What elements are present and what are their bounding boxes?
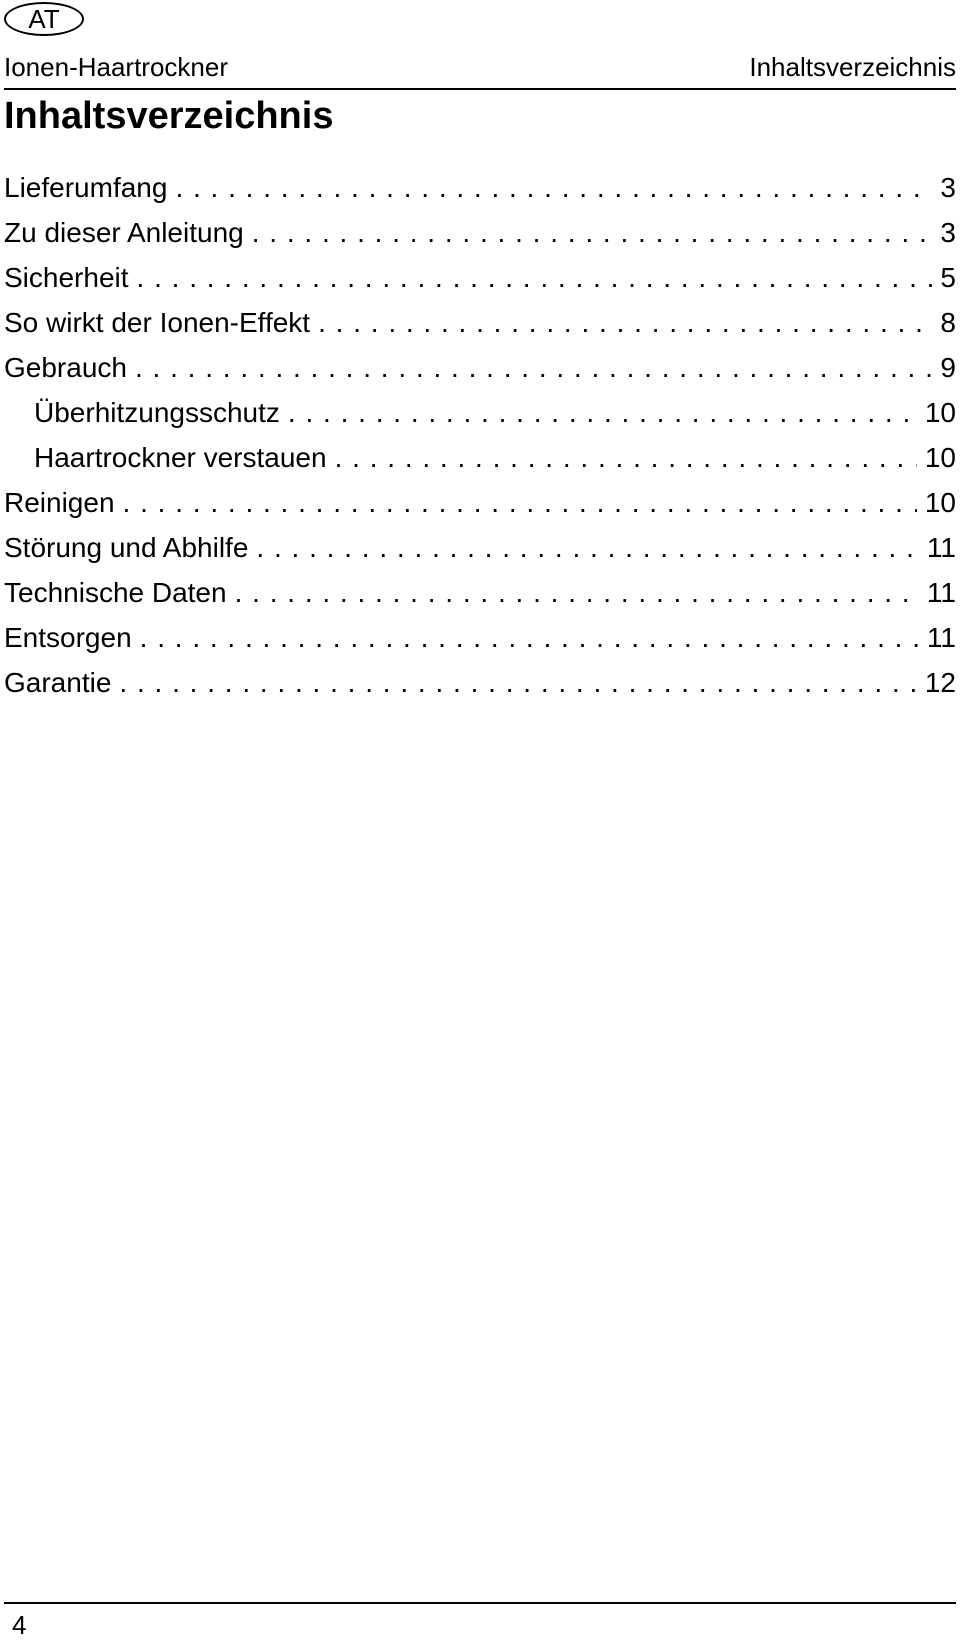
header-section-name: Inhaltsverzeichnis [749,52,956,82]
toc-entry-page: 10 [924,487,956,518]
toc-entry-label: Überhitzungsschutz [34,397,280,428]
toc-entry-label: Zu dieser Anleitung [4,217,244,248]
toc-entry-label: Technische Daten [4,577,227,608]
toc-entry-label: Entsorgen [4,622,132,653]
toc-entry-page: 8 [940,307,956,338]
toc-entry-entsorgen[interactable] [4,620,956,665]
toc-leader-dots [235,575,919,611]
toc-entry-label: Sicherheit [4,262,129,293]
toc-entry-page: 12 [924,667,956,698]
toc-entry-label: Lieferumfang [4,172,168,203]
toc-entry-reinigen[interactable] [4,485,956,530]
page-footer [4,1602,956,1638]
toc-entry-label: Gebrauch [4,352,127,383]
toc-entry-page: 11 [926,622,956,653]
toc-leader-dots [252,215,933,251]
toc-leader-dots [137,260,933,296]
toc-entry-page: 10 [924,442,956,473]
toc-entry-page: 3 [940,217,956,248]
country-badge: AT [4,2,84,36]
toc-leader-dots [288,395,917,431]
toc-entry-ionen-effekt[interactable] [4,305,956,350]
toc-leader-dots [256,530,919,566]
toc-entry-label: Haartrockner verstauen [34,442,327,473]
toc-entry-label: Garantie [4,667,112,698]
toc-entry-page: 9 [940,352,956,383]
toc-entry-label: Störung und Abhilfe [4,532,249,563]
toc-entry-sicherheit[interactable] [4,260,956,305]
toc-leader-dots [318,305,932,341]
toc-entry-stoerung-und-abhilfe[interactable] [4,530,956,575]
header-product-name: Ionen-Haartrockner [4,52,228,82]
toc-entry-label: So wirkt der Ionen-Effekt [4,307,311,338]
toc-entry-label: Reinigen [4,487,115,518]
toc-leader-dots [335,440,917,476]
toc-entry-ueberhitzungsschutz[interactable] [4,395,956,440]
toc-entry-page: 3 [940,172,956,203]
footer-page-number: 4 [12,1610,27,1640]
page-title: Inhaltsverzeichnis [4,95,334,137]
toc-leader-dots [119,665,916,701]
toc-entry-technische-daten[interactable] [4,575,956,620]
toc-entry-haartrockner-verstauen[interactable] [4,440,956,485]
toc-entry-page: 10 [924,397,956,428]
table-of-contents [4,170,956,710]
toc-entry-gebrauch[interactable] [4,350,956,395]
toc-leader-dots [140,620,919,656]
toc-entry-page: 11 [926,577,956,608]
toc-leader-dots [123,485,917,521]
toc-leader-dots [135,350,932,386]
toc-entry-lieferumfang[interactable] [4,170,956,215]
toc-leader-dots [175,170,932,206]
page-header [4,48,956,90]
toc-entry-page: 11 [926,532,956,563]
toc-entry-zu-dieser-anleitung[interactable] [4,215,956,260]
toc-entry-page: 5 [940,262,956,293]
toc-entry-garantie[interactable] [4,665,956,710]
